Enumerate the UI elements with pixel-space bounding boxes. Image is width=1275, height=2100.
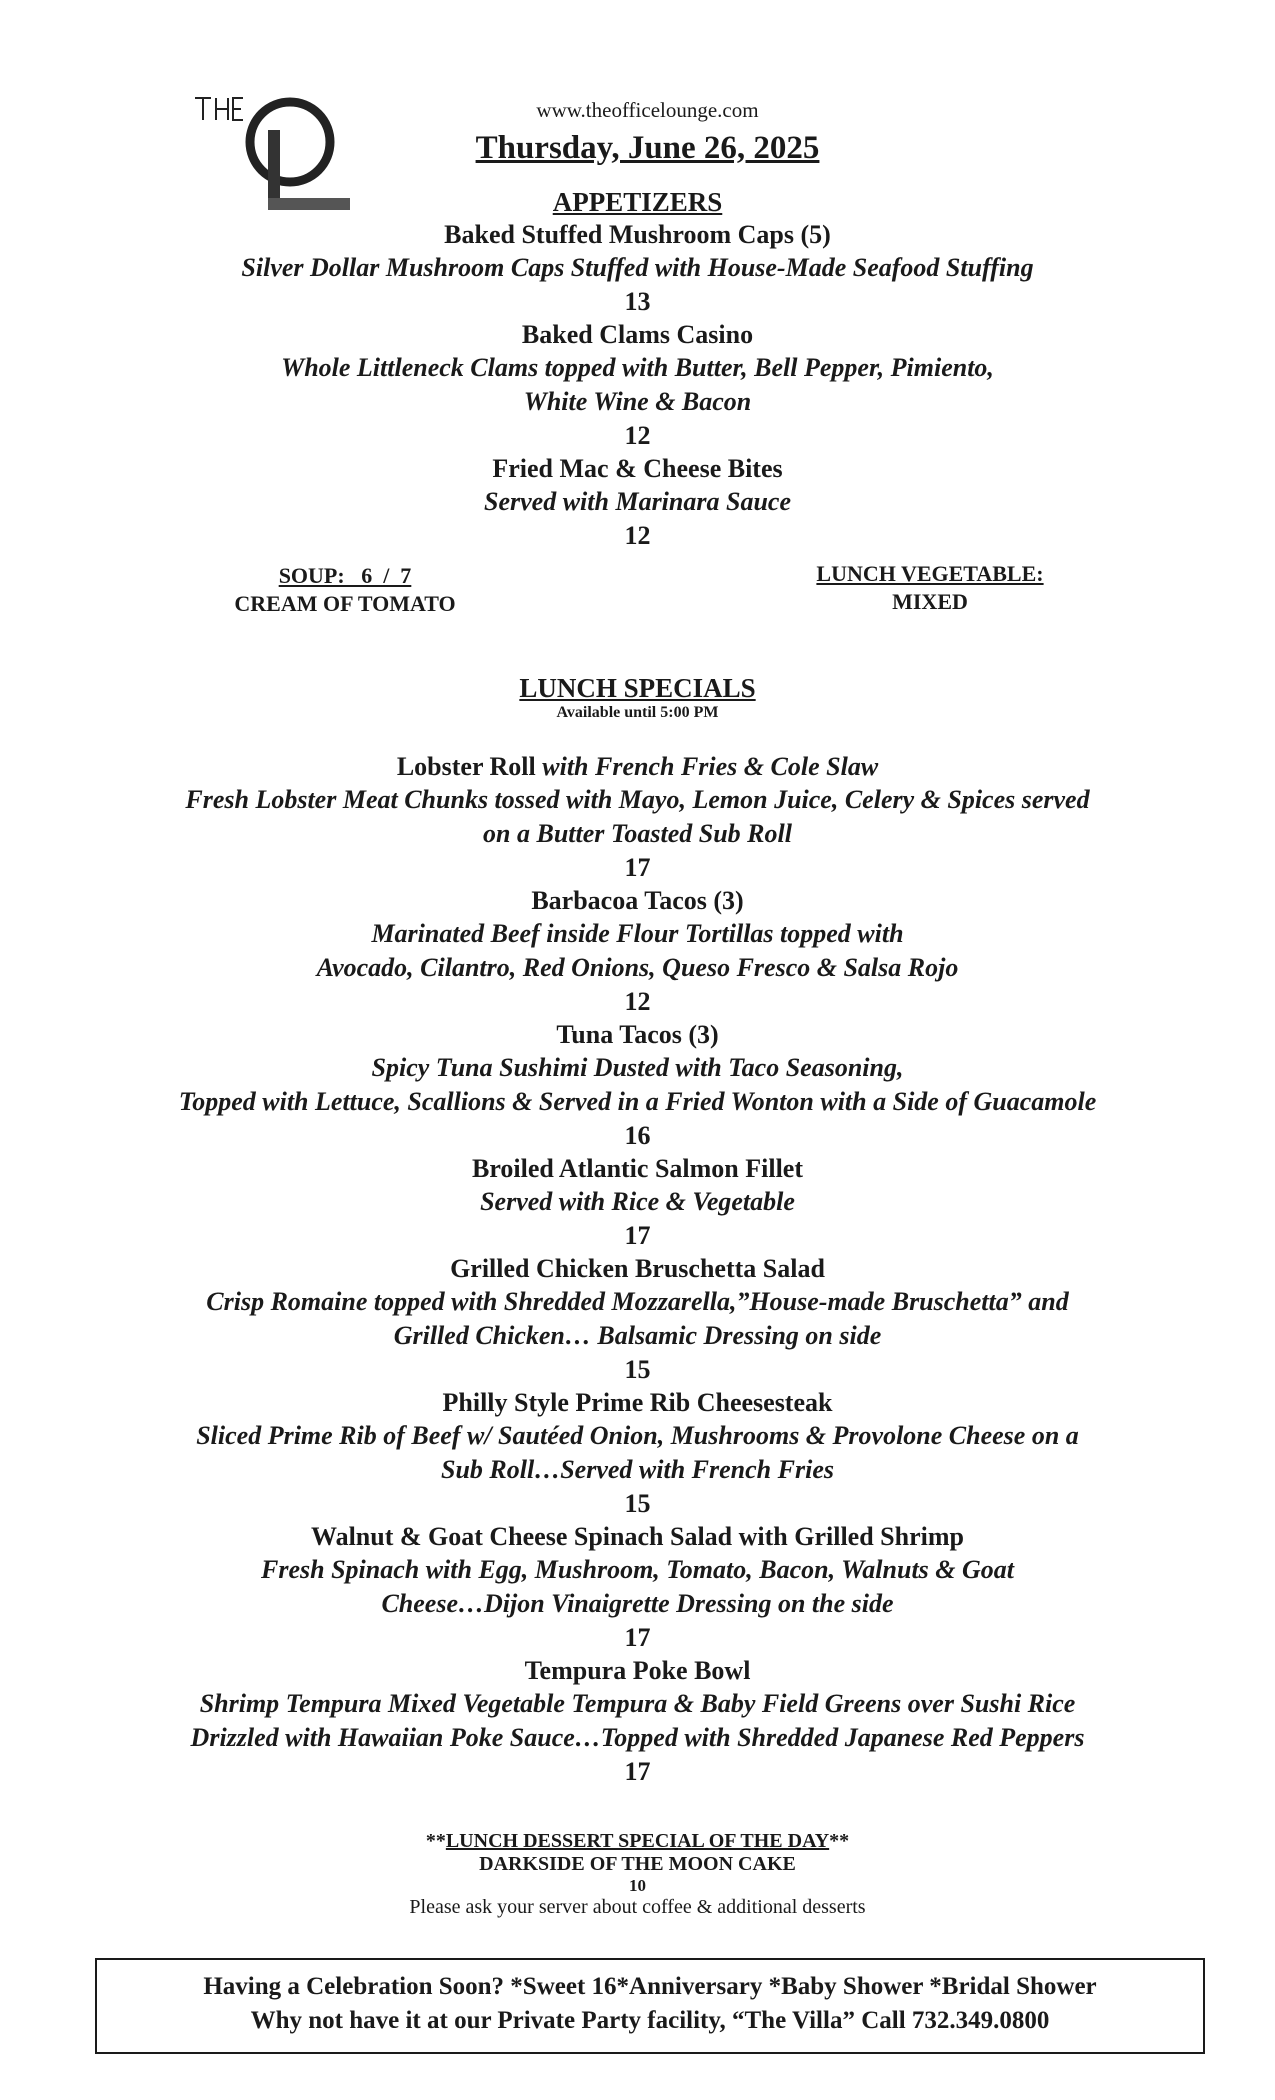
item-name [0,1654,1275,1687]
item-description-line: Silver Dollar Mushroom Caps Stuffed with House-Made Seafood Stuffing [241,253,1034,282]
item-description-line: on a Butter Toasted Sub Roll [483,819,792,848]
item-title: Philly Style Prime Rib Cheesesteak [442,1388,833,1417]
item-name [0,1018,1275,1051]
appetizers-section [0,187,1275,552]
dessert-name: DARKSIDE OF THE MOON CAKE [479,1853,796,1875]
lunch-special-item [0,884,1275,1018]
appetizers-heading: APPETIZERS [552,187,723,217]
banner-line-2: Why not have it at our Private Party facility, “The Villa” Call 732.349.0800 [250,2007,1050,2034]
appetizer-item [0,218,1275,318]
item-description-line: Whole Littleneck Clams topped with Butter, Bell Pepper, Pimiento, [281,353,994,382]
item-name [0,1520,1275,1553]
item-price: 15 [624,1489,651,1518]
menu-date: Thursday, June 26, 2025 [475,130,820,166]
item-title: Tempura Poke Bowl [524,1656,751,1685]
appetizer-item [0,318,1275,452]
dessert-price: 10 [629,1876,646,1895]
lunch-special-item [0,1252,1275,1386]
item-title: Lobster Roll [396,752,536,781]
appetizer-list [0,218,1275,552]
item-title: Baked Stuffed Mushroom Caps (5) [444,220,831,249]
lunch-special-item [0,1386,1275,1520]
item-description-line: Grilled Chicken… Balsamic Dressing on side [393,1321,882,1350]
soup-value: CREAM OF TOMATO [234,591,456,616]
lunch-vegetable [770,560,1090,616]
item-name [0,750,1275,783]
item-description-line: Cheese…Dijon Vinaigrette Dressing on the side [381,1589,894,1618]
item-description-line: Served with Rice & Vegetable [480,1187,795,1216]
item-price: 15 [624,1355,651,1384]
lunch-special-item [0,1520,1275,1654]
item-description-line: Marinated Beef inside Flour Tortillas topped with [371,919,904,948]
dessert-note: Please ask your server about coffee & additional desserts [409,1896,866,1918]
website-url[interactable]: www.theofficelounge.com [536,98,759,122]
vegetable-label: LUNCH VEGETABLE: [816,561,1044,586]
dessert-heading-suffix: ** [829,1830,850,1852]
item-description-line: Crisp Romaine topped with Shredded Mozzarella,”House-made Bruschetta” and [206,1287,1069,1316]
item-title: Grilled Chicken Bruschetta Salad [450,1254,825,1283]
item-title: Tuna Tacos (3) [556,1020,719,1049]
vegetable-value: MIXED [892,589,968,614]
item-price: 12 [624,987,651,1016]
specials-list [0,750,1275,1788]
item-description-line: Fresh Lobster Meat Chunks tossed with Mayo, Lemon Juice, Celery & Spices served [185,785,1090,814]
item-description-line: Shrimp Tempura Mixed Vegetable Tempura & Baby Field Greens over Sushi Rice [199,1689,1076,1718]
item-price: 17 [624,853,651,882]
lunch-special-item [0,1018,1275,1152]
item-title: Broiled Atlantic Salmon Fillet [471,1154,804,1183]
item-name [0,452,1275,485]
item-price: 16 [624,1121,651,1150]
dessert-heading: LUNCH DESSERT SPECIAL OF THE DAY [445,1830,830,1852]
item-name [0,884,1275,917]
item-price: 12 [624,421,651,450]
dessert-heading-prefix: ** [425,1830,446,1852]
item-description-line: Served with Marinara Sauce [484,487,791,516]
item-title: Barbacoa Tacos (3) [531,886,744,915]
item-description-line: Drizzled with Hawaiian Poke Sauce…Topped with Shredded Japanese Red Peppers [190,1723,1085,1752]
item-name [0,218,1275,251]
lunch-specials-heading: LUNCH SPECIALS [519,673,756,703]
item-title-suffix: with French Fries & Cole Slaw [542,752,879,781]
item-price: 13 [624,287,651,316]
item-name [0,1386,1275,1419]
lunch-special-item [0,1152,1275,1252]
appetizer-item [0,452,1275,552]
item-price: 12 [624,521,651,550]
lunch-specials-section [0,673,1275,1788]
item-description-line: Sliced Prime Rib of Beef w/ Sautéed Onion, Mushrooms & Provolone Cheese on a [196,1421,1079,1450]
item-name [0,318,1275,351]
item-name [0,1252,1275,1285]
banner-line-1: Having a Celebration Soon? *Sweet 16*Anniversary *Baby Shower *Bridal Shower [203,1973,1097,2000]
item-title: Baked Clams Casino [521,320,754,349]
item-price: 17 [624,1221,651,1250]
item-description-line: Sub Roll…Served with French Fries [441,1455,834,1484]
item-description-line: Spicy Tuna Sushimi Dusted with Taco Seasoning, [371,1053,904,1082]
item-name [0,1152,1275,1185]
item-description-line: Fresh Spinach with Egg, Mushroom, Tomato, Bacon, Walnuts & Goat [260,1555,1015,1584]
item-title: Walnut & Goat Cheese Spinach Salad with Grilled Shrimp [311,1522,964,1551]
lunch-specials-availability: Available until 5:00 PM [556,704,719,721]
item-price: 17 [624,1757,651,1786]
soup-of-day [200,562,490,618]
item-description-line: Topped with Lettuce, Scallions & Served in a Fried Wonton with a Side of Guacamole [178,1087,1097,1116]
lunch-special-item [0,1654,1275,1788]
dessert-heading-line [0,1830,1275,1853]
item-description-line: White Wine & Bacon [523,387,752,416]
item-description-line: Avocado, Cilantro, Red Onions, Queso Fresco & Salsa Rojo [316,953,959,982]
dessert-section [0,1830,1275,1919]
private-party-banner [95,1958,1205,2054]
item-title: Fried Mac & Cheese Bites [492,454,783,483]
soup-label: SOUP: 6 / 7 [278,563,412,588]
item-price: 17 [624,1623,651,1652]
lunch-special-item [0,750,1275,884]
